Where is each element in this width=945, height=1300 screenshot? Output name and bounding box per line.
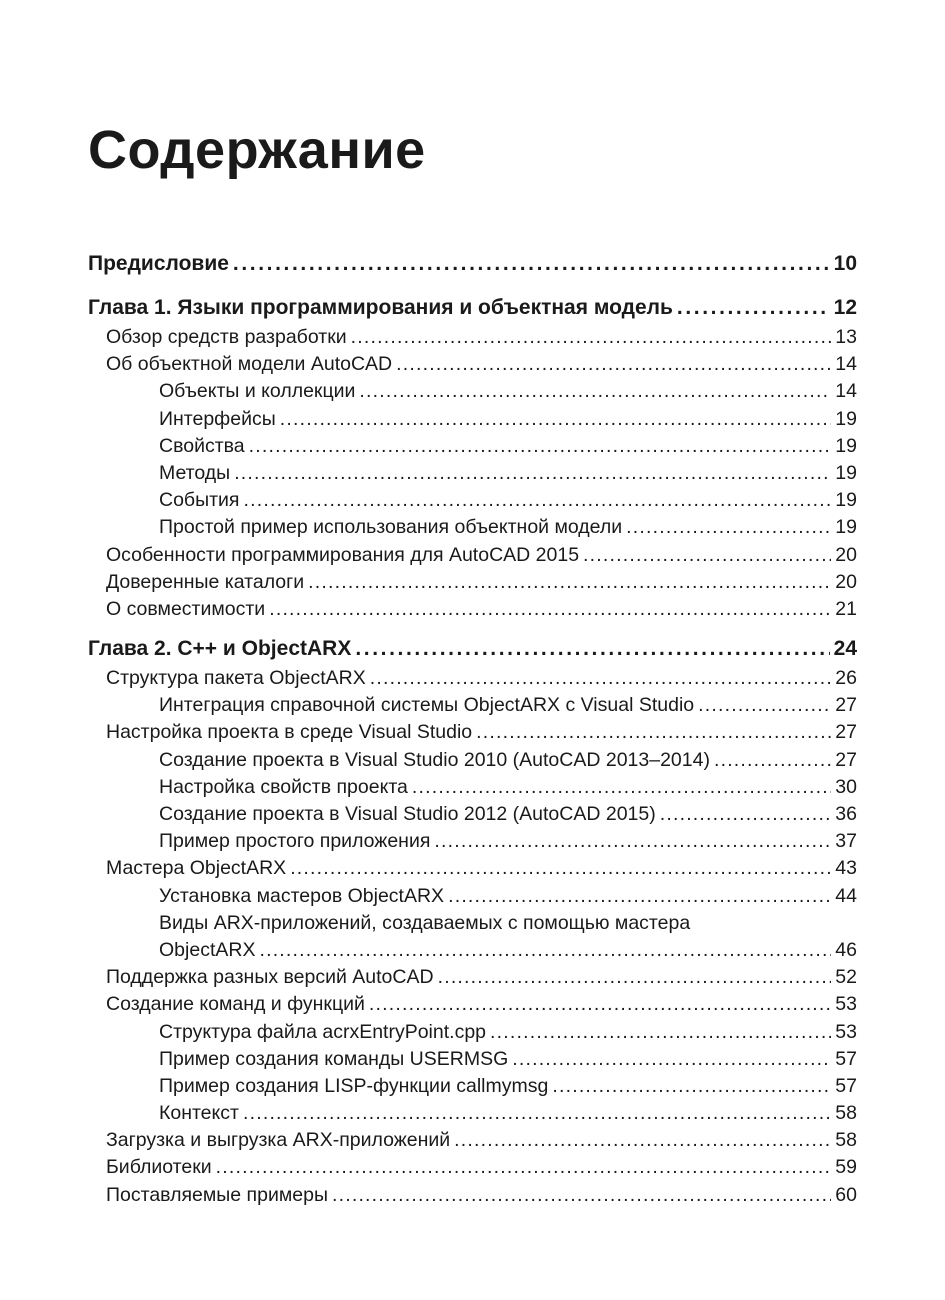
toc-page-number: 57: [835, 1047, 857, 1070]
table-of-contents: [0, 248, 945, 1209]
toc-entry-title: Создание команд и функций: [106, 993, 365, 1016]
toc-dot-leader: [249, 433, 832, 460]
toc-dot-leader: [290, 855, 831, 882]
toc-page-number: 27: [835, 721, 857, 744]
toc-entry[interactable]: [0, 351, 945, 378]
toc-entry[interactable]: [0, 801, 945, 828]
toc-dot-leader: [438, 964, 832, 991]
toc-page-number: 53: [835, 1020, 857, 1043]
toc-dot-leader: [660, 801, 832, 828]
toc-entry[interactable]: [0, 406, 945, 433]
toc-entry-title: Пример создания LISP-функции callmymsg: [159, 1074, 549, 1097]
toc-dot-leader: [454, 1127, 831, 1154]
toc-entry-title: Установка мастеров ObjectARX: [159, 884, 445, 907]
toc-page-number: 24: [833, 637, 857, 661]
toc-entry[interactable]: [0, 1073, 945, 1100]
toc-entry[interactable]: [0, 719, 945, 746]
toc-entry[interactable]: [0, 747, 945, 774]
toc-page-number: 37: [835, 830, 857, 853]
toc-entry-title: Загрузка и выгрузка ARX-приложений: [106, 1129, 451, 1152]
toc-entry-title: Простой пример использования объектной модели: [159, 516, 623, 539]
toc-entry[interactable]: [0, 542, 945, 569]
toc-page-number: 43: [835, 857, 857, 880]
toc-entry-title: Создание проекта в Visual Studio 2010 (AutoCAD 2013–2014): [159, 748, 710, 771]
toc-entry[interactable]: [0, 883, 945, 910]
toc-entry-title: Настройка свойств проекта: [159, 775, 408, 798]
toc-dot-leader: [269, 596, 831, 623]
toc-page-number: 21: [835, 597, 857, 620]
toc-entry-title: Свойства: [159, 434, 245, 457]
toc-dot-leader: [233, 248, 830, 280]
toc-entry-title: Особенности программирования для AutoCAD 2015: [106, 543, 580, 566]
toc-dot-leader: [244, 487, 832, 514]
toc-entry[interactable]: [0, 596, 945, 623]
toc-page-number: 57: [835, 1074, 857, 1097]
toc-dot-leader: [234, 460, 831, 487]
toc-page-number: 59: [835, 1156, 857, 1179]
toc-page-number: 10: [833, 252, 857, 275]
toc-entry-title: Пример простого приложения: [159, 830, 431, 853]
toc-dot-leader: [512, 1046, 831, 1073]
toc-page-number: 12: [833, 296, 857, 319]
toc-entry[interactable]: [0, 910, 945, 937]
toc-page-number: 19: [835, 434, 857, 457]
toc-page-number: 19: [835, 461, 857, 484]
toc-dot-leader: [359, 378, 831, 405]
toc-page-number: 19: [835, 489, 857, 512]
toc-entry[interactable]: [0, 964, 945, 991]
toc-spacer: [0, 623, 945, 633]
toc-dot-leader: [626, 514, 831, 541]
toc-entry-title: Глава 2. C++ и ObjectARX: [88, 637, 352, 661]
toc-dot-leader: [332, 1182, 831, 1209]
toc-page-number: 36: [835, 803, 857, 825]
toc-page-number: 14: [835, 353, 857, 376]
page-title: Содержание: [88, 120, 426, 180]
toc-entry[interactable]: [0, 433, 945, 460]
toc-entry-title: Поставляемые примеры: [106, 1183, 328, 1206]
toc-dot-leader: [583, 542, 831, 569]
toc-dot-leader: [280, 406, 832, 433]
toc-dot-leader: [677, 292, 830, 324]
toc-page-number: 58: [835, 1102, 857, 1125]
toc-page-number: 20: [835, 543, 857, 566]
toc-entry[interactable]: [0, 1019, 945, 1046]
toc-page-number: 27: [835, 748, 857, 771]
toc-entry[interactable]: [0, 569, 945, 596]
toc-page-number: 30: [835, 775, 857, 798]
toc-dot-leader: [490, 1019, 831, 1046]
toc-page-number: 14: [835, 380, 857, 403]
toc-entry[interactable]: [0, 324, 945, 351]
toc-entry[interactable]: [0, 828, 945, 855]
toc-entry-title: Контекст: [159, 1102, 239, 1125]
toc-dot-leader: [396, 351, 831, 378]
toc-entry-title: Обзор средств разработки: [106, 326, 347, 348]
toc-entry-title: Библиотеки: [106, 1156, 212, 1179]
toc-entry[interactable]: [0, 991, 945, 1018]
toc-page-number: 44: [835, 884, 857, 907]
toc-page-number: 53: [835, 993, 857, 1016]
toc-spacer: [0, 280, 945, 292]
toc-entry-title: Структура пакета ObjectARX: [106, 667, 366, 690]
toc-page-number: 60: [835, 1183, 857, 1206]
toc-entry[interactable]: [0, 937, 945, 964]
toc-dot-leader: [243, 1100, 831, 1127]
toc-entry[interactable]: [0, 1046, 945, 1073]
toc-entry-title: ObjectARX: [159, 938, 256, 961]
toc-entry[interactable]: [0, 378, 945, 405]
toc-entry-title: Интерфейсы: [159, 407, 276, 430]
toc-entry-title: Доверенные каталоги: [106, 570, 305, 593]
toc-chapter-entry[interactable]: [0, 292, 945, 324]
toc-entry-title: Мастера ObjectARX: [106, 857, 287, 880]
toc-dot-leader: [698, 692, 831, 719]
toc-page-number: 26: [835, 667, 857, 690]
toc-dot-leader: [412, 774, 831, 801]
toc-dot-leader: [552, 1073, 831, 1100]
toc-entry[interactable]: [0, 460, 945, 487]
toc-entry-title: Интеграция справочной системы ObjectARX с Visual Studio: [159, 694, 695, 717]
toc-entry-title: Виды ARX-приложений, создаваемых с помощью мастера: [159, 911, 691, 934]
toc-dot-leader: [369, 991, 831, 1018]
toc-dot-leader: [370, 665, 832, 692]
toc-dot-leader: [476, 719, 831, 746]
toc-dot-leader: [448, 883, 831, 910]
toc-entry-title: Пример создания команды USERMSG: [159, 1047, 509, 1070]
toc-dot-leader: [714, 747, 831, 774]
toc-dot-leader: [351, 324, 832, 351]
toc-entry[interactable]: [0, 1182, 945, 1209]
toc-entry-title: Настройка проекта в среде Visual Studio: [106, 721, 473, 744]
toc-dot-leader: [434, 828, 831, 855]
toc-entry[interactable]: [0, 774, 945, 801]
toc-entry[interactable]: [0, 1127, 945, 1154]
toc-page-number: 52: [835, 966, 857, 989]
toc-entry[interactable]: [0, 1154, 945, 1181]
toc-entry[interactable]: [0, 665, 945, 692]
toc-dot-leader: [355, 633, 829, 665]
toc-entry-title: Структура файла acrxEntryPoint.cpp: [159, 1020, 487, 1043]
toc-page-number: 19: [835, 407, 857, 430]
toc-entry-title: Об объектной модели AutoCAD: [106, 353, 393, 376]
toc-dot-leader: [259, 937, 831, 964]
toc-entry-title: События: [159, 489, 240, 512]
toc-page-number: 46: [835, 938, 857, 961]
toc-entry[interactable]: [0, 692, 945, 719]
toc-page-number: 19: [835, 516, 857, 539]
toc-dot-leader: [216, 1154, 832, 1181]
toc-entry[interactable]: [0, 514, 945, 541]
toc-chapter-entry[interactable]: [0, 633, 945, 665]
toc-page-number: 13: [835, 326, 857, 348]
toc-entry[interactable]: [0, 855, 945, 882]
toc-page-number: 58: [835, 1129, 857, 1152]
toc-entry-title: Объекты и коллекции: [159, 380, 356, 403]
toc-entry-title: Глава 1. Языки программирования и объектная модель: [88, 296, 673, 319]
toc-entry-title: Поддержка разных версий AutoCAD: [106, 966, 434, 989]
toc-entry[interactable]: [0, 1100, 945, 1127]
toc-entry-title: Предисловие: [88, 252, 229, 275]
toc-dot-leader: [308, 569, 831, 596]
toc-page-number: 27: [835, 694, 857, 717]
toc-entry-title: Создание проекта в Visual Studio 2012 (AutoCAD 2015): [159, 803, 656, 825]
toc-chapter-entry[interactable]: [0, 248, 945, 280]
toc-entry-title: Методы: [159, 461, 231, 484]
toc-entry-title: О совместимости: [106, 597, 266, 620]
toc-entry[interactable]: [0, 487, 945, 514]
toc-page-number: 20: [835, 570, 857, 593]
